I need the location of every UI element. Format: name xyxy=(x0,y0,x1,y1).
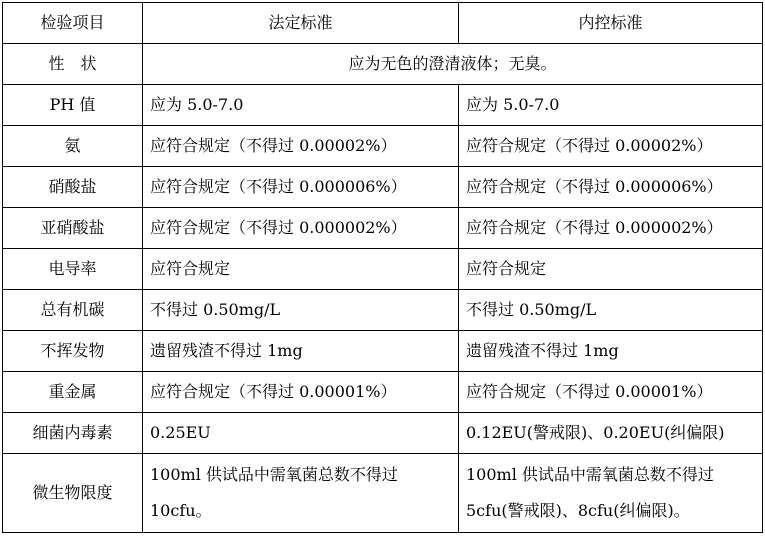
table-row xyxy=(3,126,763,167)
internal-standard-cell: 100ml 供试品中需氧菌总数不得过 5cfu(警戒限)、8cfu(纠偏限)。 xyxy=(459,454,763,533)
header-legal-standard: 法定标准 xyxy=(143,3,459,44)
table-row xyxy=(3,372,763,413)
row-item-label: 性 状 xyxy=(3,44,143,85)
specification-table xyxy=(2,2,763,533)
row-item-label: 亚硝酸盐 xyxy=(3,208,143,249)
legal-standard-cell: 0.25EU xyxy=(143,413,459,454)
legal-standard-cell: 应符合规定（不得过 0.00001%） xyxy=(143,372,459,413)
row-item-label: 电导率 xyxy=(3,249,143,290)
table-row xyxy=(3,249,763,290)
internal-standard-cell: 0.12EU(警戒限)、0.20EU(纠偏限) xyxy=(459,413,763,454)
row-item-label: 氨 xyxy=(3,126,143,167)
appearance-value: 应为无色的澄清液体；无臭。 xyxy=(143,44,763,85)
table-row xyxy=(3,331,763,372)
row-item-label: 不挥发物 xyxy=(3,331,143,372)
legal-standard-cell: 应为 5.0-7.0 xyxy=(143,85,459,126)
internal-standard-cell: 不得过 0.50mg/L xyxy=(459,290,763,331)
legal-standard-cell: 不得过 0.50mg/L xyxy=(143,290,459,331)
internal-standard-cell: 应符合规定（不得过 0.000002%） xyxy=(459,208,763,249)
row-item-label: 硝酸盐 xyxy=(3,167,143,208)
legal-standard-cell: 应符合规定 xyxy=(143,249,459,290)
row-item-label: PH 值 xyxy=(3,85,143,126)
legal-standard-cell: 遗留残渣不得过 1mg xyxy=(143,331,459,372)
table-row xyxy=(3,208,763,249)
internal-standard-cell: 应符合规定（不得过 0.00001%） xyxy=(459,372,763,413)
internal-standard-cell: 应符合规定 xyxy=(459,249,763,290)
table-row xyxy=(3,413,763,454)
legal-standard-cell: 应符合规定（不得过 0.00002%） xyxy=(143,126,459,167)
header-item: 检验项目 xyxy=(3,3,143,44)
header-internal-standard: 内控标准 xyxy=(459,3,763,44)
internal-standard-cell: 应为 5.0-7.0 xyxy=(459,85,763,126)
legal-standard-cell: 应符合规定（不得过 0.000006%） xyxy=(143,167,459,208)
row-item-label: 细菌内毒素 xyxy=(3,413,143,454)
row-item-label: 重金属 xyxy=(3,372,143,413)
table-row xyxy=(3,85,763,126)
header-row xyxy=(3,3,763,44)
legal-standard-cell: 应符合规定（不得过 0.000002%） xyxy=(143,208,459,249)
table-row xyxy=(3,454,763,533)
table-row xyxy=(3,167,763,208)
table-row xyxy=(3,290,763,331)
table-row-appearance xyxy=(3,44,763,85)
internal-standard-cell: 应符合规定（不得过 0.000006%） xyxy=(459,167,763,208)
row-item-label: 总有机碳 xyxy=(3,290,143,331)
row-item-label: 微生物限度 xyxy=(3,454,143,533)
internal-standard-cell: 遗留残渣不得过 1mg xyxy=(459,331,763,372)
internal-standard-cell: 应符合规定（不得过 0.00002%） xyxy=(459,126,763,167)
legal-standard-cell: 100ml 供试品中需氧菌总数不得过 10cfu。 xyxy=(143,454,459,533)
